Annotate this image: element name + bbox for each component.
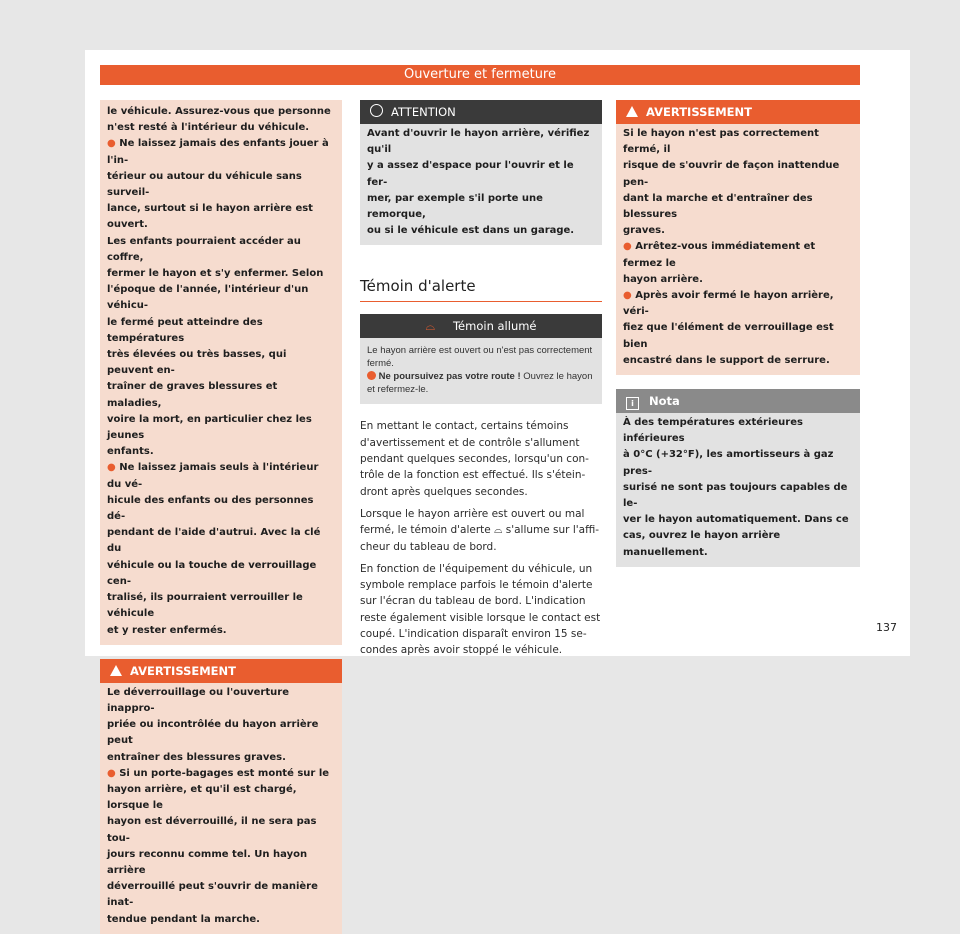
note-box-header — [616, 389, 860, 413]
indicator-line: et refermez-le. — [367, 384, 429, 396]
text-line: entraîner des blessures graves. — [107, 751, 286, 763]
text-line: ● Arrêtez-vous immédiatement et fermez le — [623, 241, 816, 269]
note-title: Nota — [649, 394, 680, 409]
text-line: ● Ne laissez jamais seuls à l'intérieur du vé- — [107, 462, 319, 490]
body-paragraphs — [360, 418, 602, 658]
text-line: hayon arrière. — [623, 273, 703, 285]
note-box — [616, 389, 860, 567]
text-line: l'époque de l'année, l'intérieur d'un véhicu- — [107, 284, 309, 312]
warning-continued-box — [100, 100, 342, 645]
text-line: le fermé peut atteindre des températures — [107, 316, 263, 344]
paragraph — [360, 506, 602, 555]
warning-title: AVERTISSEMENT — [646, 105, 753, 119]
text-line: fermer le hayon et s'y enfermer. Selon — [107, 268, 324, 280]
text-line: Si le hayon n'est pas correctement fermé, il — [623, 128, 819, 156]
text-line: coupé. L'indication disparaît environ 15 se- — [360, 627, 587, 640]
text-line: térieur ou autour du véhicule sans surveil- — [107, 170, 302, 199]
paragraph — [360, 418, 602, 499]
indicator-line — [367, 370, 595, 383]
text-line: traîner de graves blessures et maladies, — [107, 381, 278, 409]
text-line: n'est resté à l'intérieur du véhicule. — [107, 122, 310, 134]
text-line: ● Si un porte-bagages est monté sur le — [107, 767, 330, 779]
warning-body — [616, 124, 860, 375]
section-title: Témoin d'alerte — [360, 277, 602, 302]
text-line: y a assez d'espace pour l'ouvrir et le fer- — [367, 160, 574, 188]
indicator-line: fermé. — [367, 358, 394, 370]
text-line: lance, surtout si le hayon arrière est ouvert. — [107, 203, 313, 231]
bullet-icon: ● — [107, 462, 116, 474]
text-line: à 0°C (+32°F), les amortisseurs à gaz pres- — [623, 449, 834, 477]
text-line: pendant de l'aide d'autrui. Avec la clé du — [107, 527, 321, 555]
text-line: jours reconnu comme tel. Un hayon arrière — [107, 848, 308, 876]
attention-box — [360, 100, 602, 245]
text-line: fiez que l'élément de verrouillage est bien — [623, 322, 834, 350]
note-body — [616, 413, 860, 567]
text-line: ● Après avoir fermé le hayon arrière, véri- — [623, 290, 834, 318]
text-line: cheur du tableau de bord. — [360, 540, 497, 553]
text-line: surisé ne sont pas toujours capables de le- — [623, 481, 848, 510]
text-line: véhicule ou la touche de verrouillage cen- — [107, 559, 317, 587]
text-line: et y rester enfermés. — [107, 624, 227, 636]
text-line: enfants. — [107, 446, 154, 458]
warning-box-header — [100, 659, 342, 683]
text-line: En fonction de l'équipement du véhicule, un — [360, 562, 593, 575]
bullet-icon: ● — [623, 241, 632, 253]
indicator-title: Témoin allumé — [452, 319, 537, 334]
text-line: En mettant le contact, certains témoins — [360, 420, 569, 433]
warning-title: AVERTISSEMENT — [130, 663, 237, 678]
text-line: le véhicule. Assurez-vous que personne — [107, 106, 331, 117]
text-line: pendant quelques secondes, lorsqu'un con- — [360, 453, 589, 466]
text-line: reste également visible lorsque le contact est — [360, 611, 601, 624]
bullet-icon: ● — [107, 767, 116, 779]
attention-circle-icon — [370, 104, 383, 117]
column-1 — [100, 100, 342, 934]
text-line: Avant d'ouvrir le hayon arrière, vérifiez qu'il — [367, 128, 590, 156]
bullet-icon: ● — [107, 138, 116, 150]
text-line: trôle de la fonction est effectué. Ils s'étein- — [360, 469, 586, 482]
text-line: ver le hayon automatiquement. Dans ce — [623, 514, 849, 526]
indicator-bold-text: Ne poursuivez pas votre route ! — [378, 371, 521, 383]
indicator-body — [360, 338, 602, 404]
text-line: symbole remplace parfois le témoin d'alerte — [360, 579, 593, 592]
warning-triangle-icon — [110, 665, 122, 676]
text-line: fermé, le témoin d'alerte ⌓ s'allume sur l'affi- — [360, 524, 600, 537]
text-line: hicule des enfants ou des personnes dé- — [107, 494, 314, 523]
text-line: ● Ne laissez jamais des enfants jouer à l'in- — [107, 138, 329, 166]
column-3 — [616, 100, 860, 567]
warning-box — [100, 659, 342, 934]
indicator-box-header — [360, 314, 602, 338]
warning-triangle-icon — [626, 106, 638, 117]
column-2 — [360, 100, 602, 665]
warning-box-2-header — [616, 100, 860, 124]
text-line: cas, ouvrez le hayon arrière manuellement. — [623, 530, 781, 558]
indicator-box — [360, 314, 602, 404]
text-line: Les enfants pourraient accéder au coffre, — [107, 235, 301, 263]
indicator-text: Ouvrez le hayon — [520, 371, 593, 383]
page-header: Ouverture et fermeture — [100, 65, 860, 85]
text-line: ou si le véhicule est dans un garage. — [367, 225, 575, 237]
text-line: tendue pendant la marche. — [107, 913, 260, 925]
text-line: graves. — [623, 225, 665, 237]
text-line: encastré dans le support de serrure. — [623, 354, 830, 366]
attention-title: ATTENTION — [391, 105, 456, 119]
page-number: 137 — [876, 621, 897, 634]
text-line: dant la marche et d'entraîner des blessures — [623, 192, 813, 221]
attention-body — [360, 124, 602, 245]
tailgate-open-icon: ⌓ — [425, 319, 435, 334]
bullet-icon: ● — [623, 290, 632, 302]
indicator-line: Le hayon arrière est ouvert ou n'est pas correctement — [367, 345, 593, 357]
text-line: mer, par exemple s'il porte une remorque, — [367, 192, 543, 221]
text-line: sur l'écran du tableau de bord. L'indication — [360, 595, 586, 608]
text-line: tralisé, ils pourraient verrouiller le véhicule — [107, 592, 303, 620]
paragraph — [360, 561, 602, 659]
text-line: très élevées ou très basses, qui peuvent en- — [107, 349, 287, 377]
text-line: Lorsque le hayon arrière est ouvert ou mal — [360, 507, 585, 520]
text-line: déverrouillé peut s'ouvrir de manière inat- — [107, 881, 318, 909]
stop-icon — [367, 371, 376, 380]
text-line: priée ou incontrôlée du hayon arrière peut — [107, 719, 319, 747]
text-line: condes après avoir stoppé le véhicule. — [360, 644, 563, 657]
info-icon: i — [626, 397, 639, 410]
text-line: risque de s'ouvrir de façon inattendue pen- — [623, 160, 840, 188]
text-line: hayon arrière, et qu'il est chargé, lorsque le — [107, 783, 297, 812]
warning-box-2 — [616, 100, 860, 375]
text-line: dront après quelques secondes. — [360, 485, 528, 498]
attention-box-header — [360, 100, 602, 124]
text-line: Le déverrouillage ou l'ouverture inappro- — [107, 686, 289, 714]
text-line: À des températures extérieures inférieures — [623, 417, 803, 445]
text-line: d'avertissement et de contrôle s'allument — [360, 436, 580, 449]
text-line: hayon est déverrouillé, il ne sera pas tou- — [107, 816, 317, 844]
warning-body — [100, 683, 342, 934]
text-line: voire la mort, en particulier chez les jeunes — [107, 413, 312, 442]
